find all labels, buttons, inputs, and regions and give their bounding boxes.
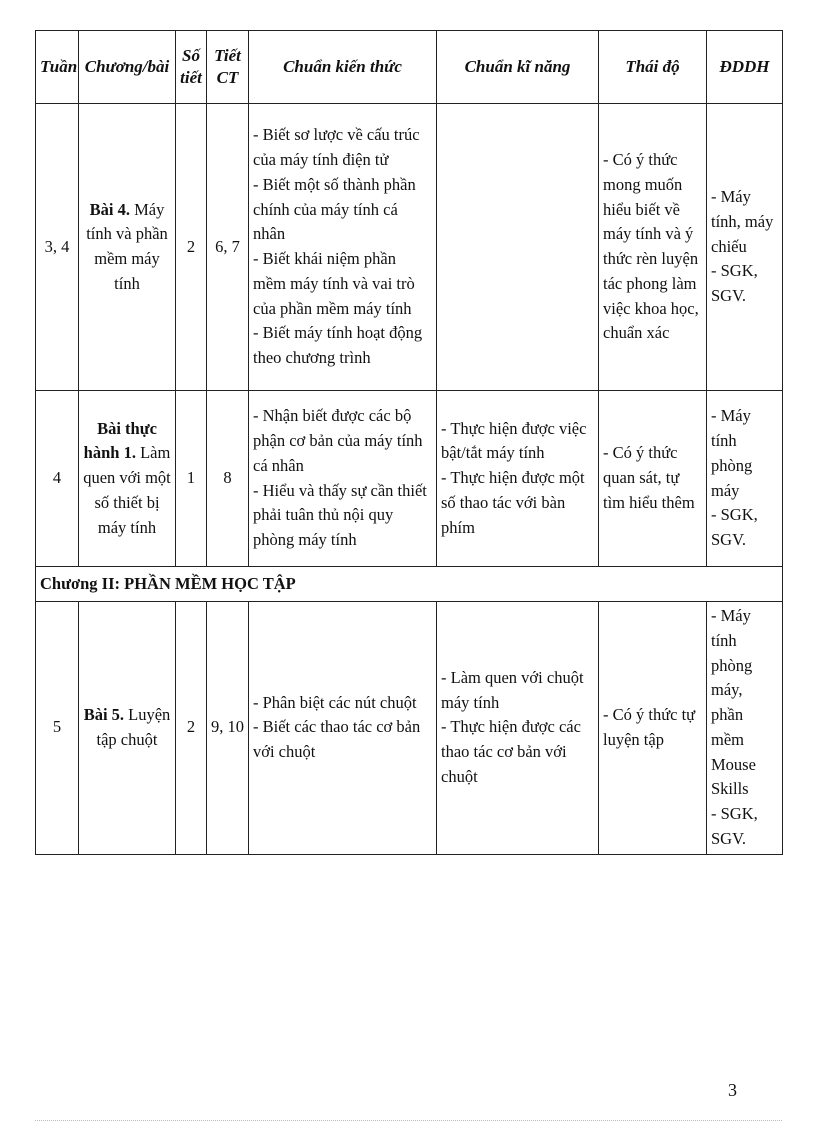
cell-tuan: 5	[36, 602, 79, 855]
dddh-item: - SGK, SGV.	[711, 804, 758, 848]
page-bottom-divider	[35, 1120, 782, 1121]
cell-thai-do: - Có ý thức quan sát, tự tìm hiểu thêm	[599, 391, 707, 567]
cell-lesson	[79, 602, 176, 855]
header-ki-nang: Chuẩn kĩ năng	[437, 31, 599, 104]
chapter-row	[36, 567, 783, 602]
cell-dddh	[707, 602, 783, 855]
cell-tiet-ct: 9, 10	[207, 602, 249, 855]
page-number: 3	[728, 1080, 737, 1100]
cell-lesson	[79, 391, 176, 567]
ki-nang-item: - Thực hiện được việc bật/tắt máy tính	[441, 418, 587, 463]
dddh-item: - Máy tính phòng máy	[711, 406, 753, 500]
cell-thai-do: - Có ý thức tự luyện tập	[599, 602, 707, 855]
cell-ki-nang	[437, 391, 599, 567]
lesson-title: Làm quen với một số thiết bị máy tính	[83, 443, 171, 537]
cell-so-tiet: 1	[176, 391, 207, 567]
kien-thuc-item: - Nhận biết được các bộ phận cơ bản của máy tính cá nhân	[253, 406, 423, 475]
cell-tiet-ct: 8	[207, 391, 249, 567]
table-row	[36, 391, 783, 567]
dddh-item: - Máy tính, máy chiếu	[711, 187, 774, 256]
header-tiet-ct: Tiết CT	[207, 31, 249, 104]
lesson-title: Luyện tập chuột	[96, 705, 171, 749]
chapter-title: Chương II: PHẦN MỀM HỌC TẬP	[36, 567, 783, 602]
table-row	[36, 602, 783, 855]
cell-tiet-ct: 6, 7	[207, 104, 249, 391]
kien-thuc-item: - Biết sơ lược về cấu trúc của máy tính điện tử	[253, 125, 420, 169]
cell-dddh	[707, 391, 783, 567]
header-kien-thuc: Chuẩn kiến thức	[249, 31, 437, 104]
kien-thuc-item: - Phân biệt các nút chuột	[253, 692, 417, 712]
cell-ki-nang	[437, 104, 599, 391]
header-thai-do: Thái độ	[599, 31, 707, 104]
cell-tuan: 3, 4	[36, 104, 79, 391]
kien-thuc-item: - Biết các thao tác cơ bản với chuột	[253, 717, 421, 762]
ki-nang-item: - Thực hiện được các thao tác cơ bản với chuột	[441, 717, 581, 786]
ki-nang-item: - Thực hiện được một số thao tác với bàn phím	[441, 468, 585, 537]
cell-tuan: 4	[36, 391, 79, 567]
cell-kien-thuc	[249, 391, 437, 567]
lesson-number: Bài 5.	[83, 705, 125, 724]
cell-ki-nang	[437, 602, 599, 855]
lesson-plan-table	[35, 30, 783, 855]
header-so-tiet: Số tiết	[176, 31, 207, 104]
cell-kien-thuc	[249, 602, 437, 855]
dddh-item: - Máy tính phòng máy, phần mềm Mouse Skills	[711, 606, 756, 799]
header-dddh: ĐDDH	[707, 31, 783, 104]
kien-thuc-item: - Biết máy tính hoạt động theo chương trình	[253, 323, 423, 367]
lesson-number: Bài thực hành 1.	[83, 418, 157, 463]
kien-thuc-item: - Hiểu và thấy sự cần thiết phải tuân thủ nội quy phòng máy tính	[253, 480, 427, 549]
kien-thuc-item: - Biết một số thành phần chính của máy tính cá nhân	[253, 174, 416, 244]
dddh-item: - SGK, SGV.	[711, 505, 758, 549]
header-tuan: Tuần	[36, 31, 79, 104]
cell-lesson	[79, 104, 176, 391]
header-chuong-bai: Chương/bài	[79, 31, 176, 104]
table-row	[36, 104, 783, 391]
dddh-item: - SGK, SGV.	[711, 261, 758, 306]
cell-so-tiet: 2	[176, 602, 207, 855]
ki-nang-item: - Làm quen với chuột máy tính	[441, 667, 584, 712]
cell-kien-thuc	[249, 104, 437, 391]
lesson-number: Bài 4.	[89, 199, 130, 219]
cell-dddh	[707, 104, 783, 391]
cell-thai-do: - Có ý thức mong muốn hiểu biết về máy tính và ý thức rèn luyện tác phong làm việc khoa học, chuẩn xác	[599, 104, 707, 391]
header-row	[36, 31, 783, 104]
cell-so-tiet: 2	[176, 104, 207, 391]
kien-thuc-item: - Biết khái niệm phần mềm máy tính và vai trò của phần mềm máy tính	[253, 249, 415, 318]
lesson-title: Máy tính và phần mềm máy tính	[86, 199, 168, 293]
